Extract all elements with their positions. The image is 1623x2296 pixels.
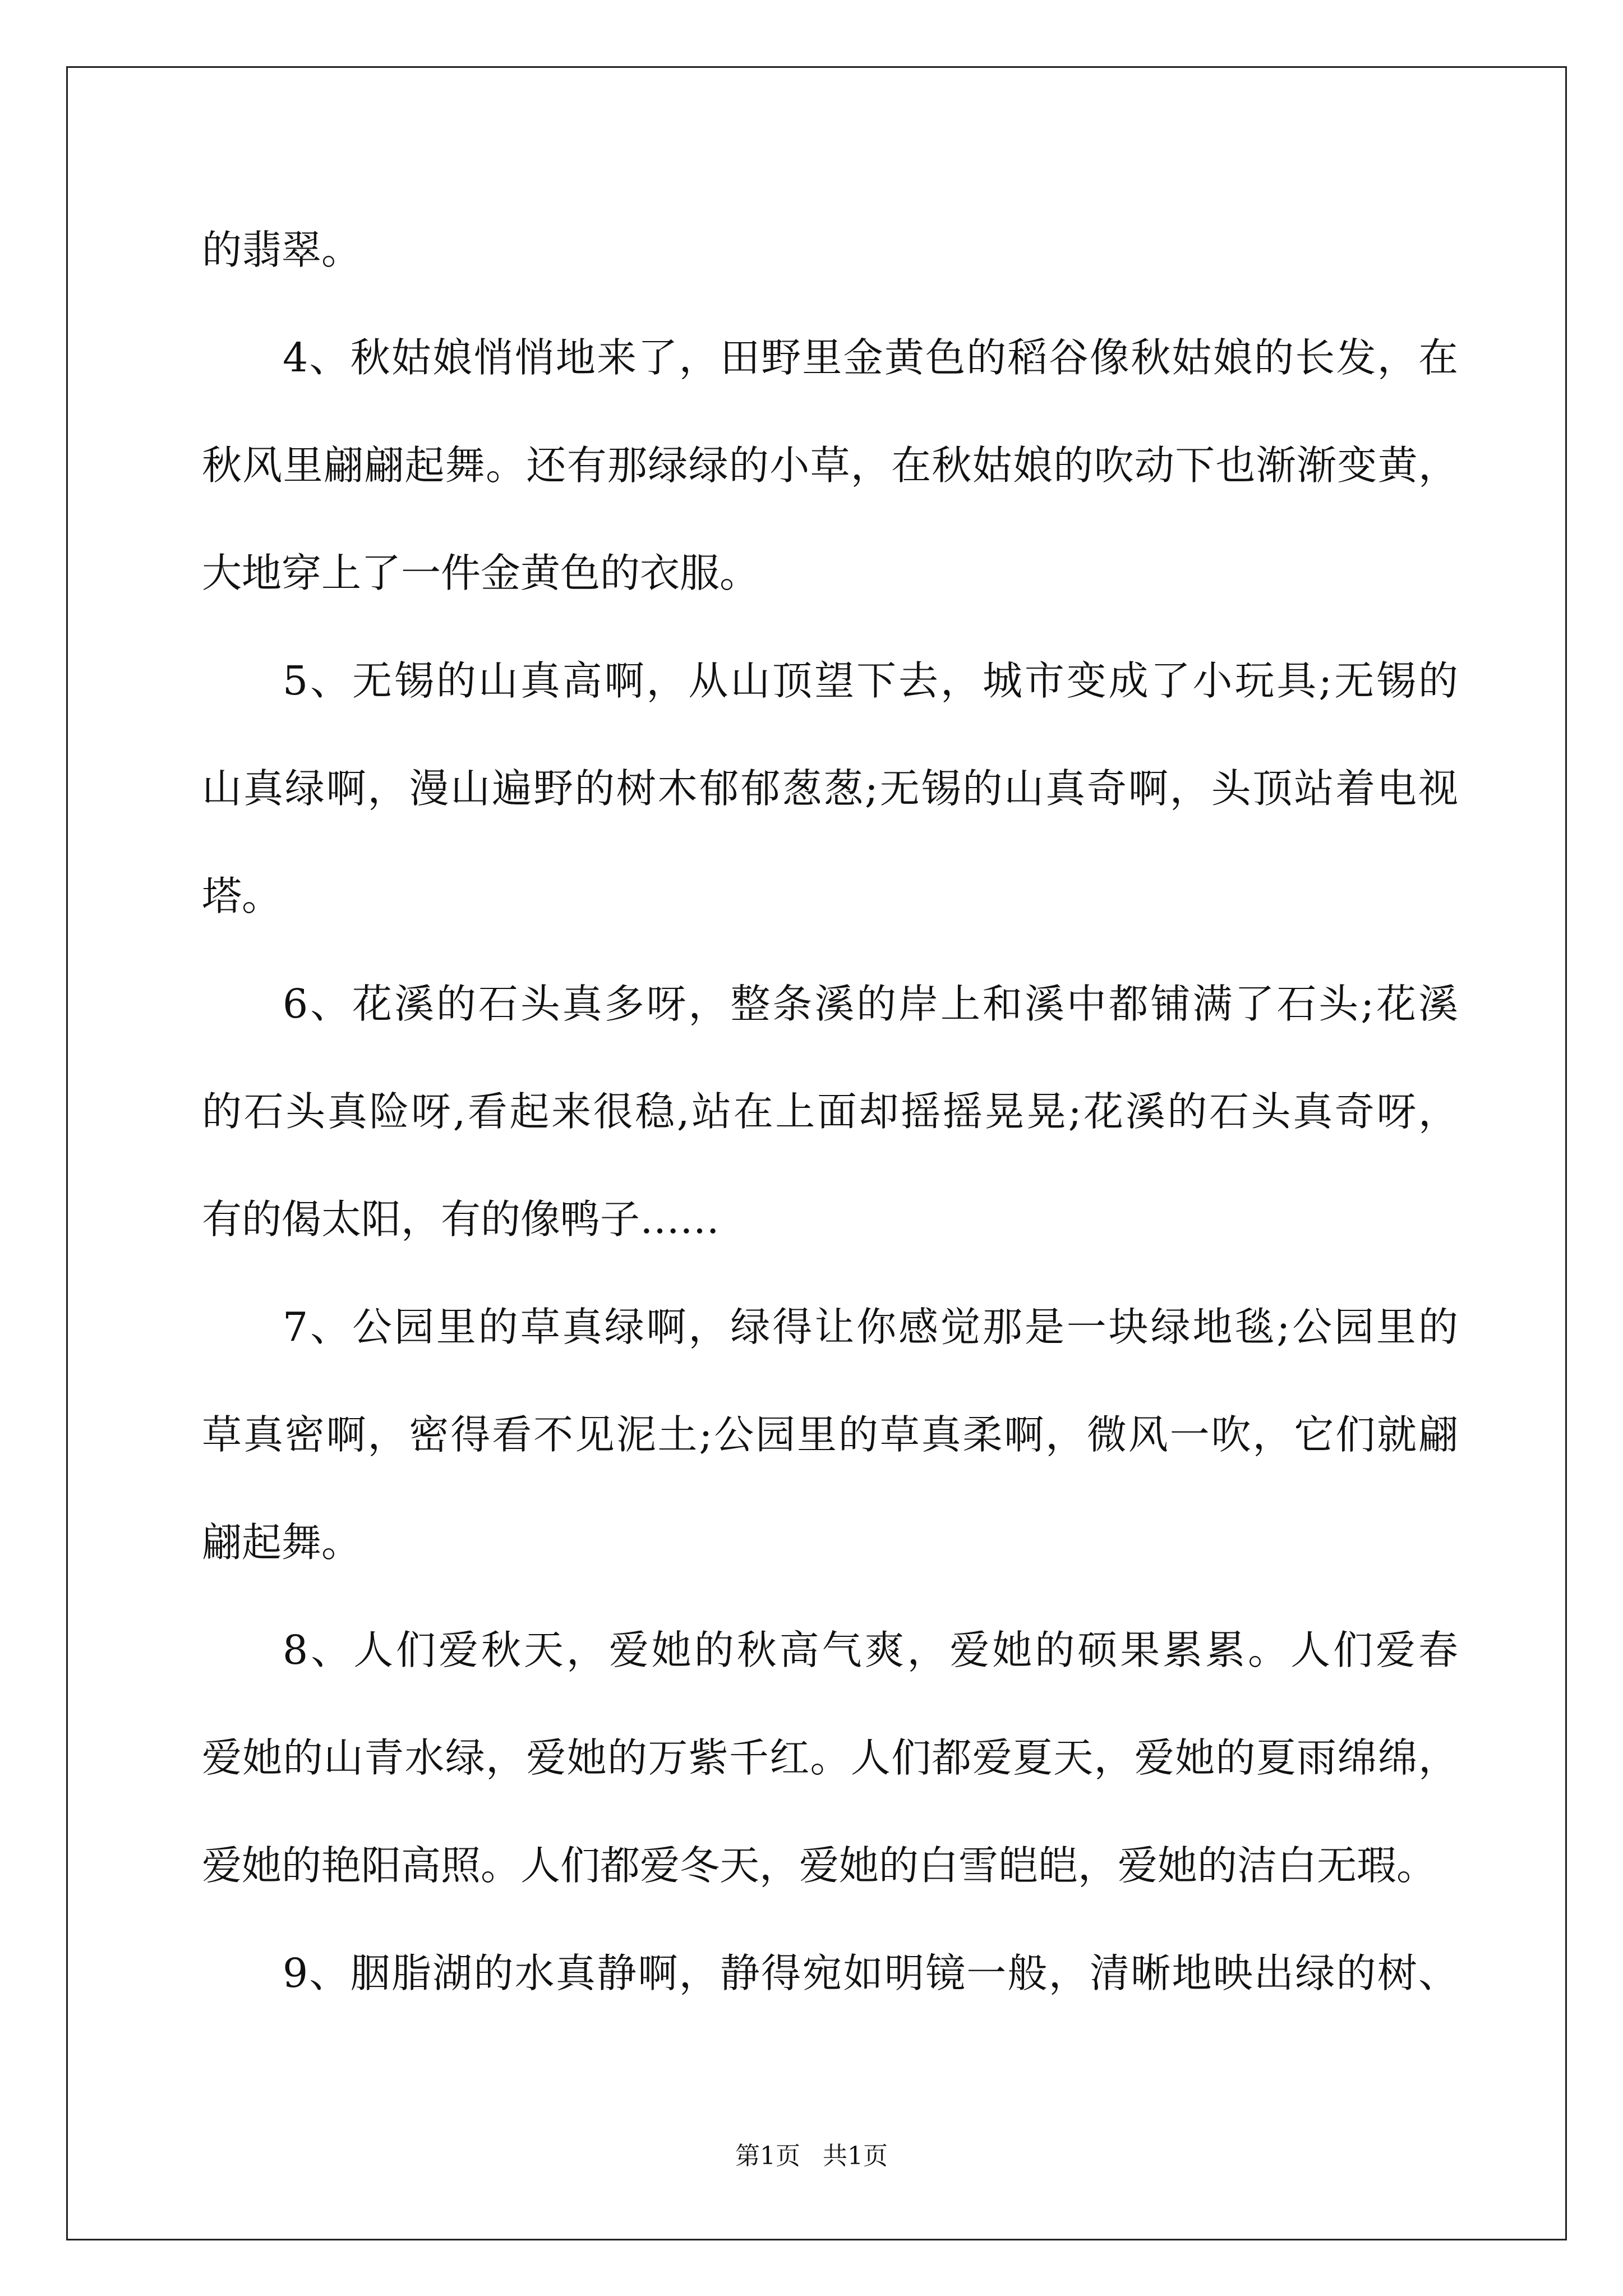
text-line: 7、公园里的草真绿啊，绿得让你感觉那是一块绿地毯;公园里的 xyxy=(283,1304,1458,1350)
text-line: 山真绿啊，漫山遍野的树木郁郁葱葱;无锡的山真奇啊，头顶站着电视 xyxy=(202,765,1458,812)
paragraph-item-5 xyxy=(202,627,1458,950)
document-body xyxy=(202,196,1458,2027)
text-line: 4、秋姑娘悄悄地来了，田野里金黄色的稻谷像秋姑娘的长发，在 xyxy=(283,334,1458,381)
text-line: 大地穿上了一件金黄色的衣服。 xyxy=(202,550,760,596)
page-number: 第1页 xyxy=(735,2142,800,2170)
paragraph-continuation xyxy=(202,196,1458,304)
text-line: 塔。 xyxy=(202,873,282,919)
text-line: 的石头真险呀,看起来很稳,站在上面却摇摇晃晃;花溪的石头真奇呀， xyxy=(202,1088,1458,1135)
paragraph-item-7 xyxy=(202,1273,1458,1596)
text-line: 5、无锡的山真高啊，从山顶望下去，城市变成了小玩具;无锡的 xyxy=(283,657,1458,704)
paragraph-item-6 xyxy=(202,950,1458,1273)
page-footer xyxy=(0,2139,1623,2173)
paragraph-item-4 xyxy=(202,304,1458,627)
text-line: 有的偈太阳，有的像鸭子…… xyxy=(202,1196,720,1243)
text-line: 8、人们爱秋天，爱她的秋高气爽，爱她的硕果累累。人们爱春 xyxy=(283,1627,1458,1673)
text-line: 爱她的艳阳高照。人们都爱冬天，爱她的白雪皑皑，爱她的洁白无瑕。 xyxy=(202,1842,1437,1889)
text-line: 爱她的山青水绿，爱她的万紫千红。人们都爱夏天，爱她的夏雨绵绵， xyxy=(202,1734,1458,1781)
text-line: 草真密啊，密得看不见泥土;公园里的草真柔啊，微风一吹，它们就翩 xyxy=(202,1411,1458,1458)
text-line: 秋风里翩翩起舞。还有那绿绿的小草，在秋姑娘的吹动下也渐渐变黄， xyxy=(202,442,1458,489)
text-line: 6、花溪的石头真多呀，整条溪的岸上和溪中都铺满了石头;花溪 xyxy=(283,981,1458,1027)
paragraph-item-9 xyxy=(202,1920,1458,2027)
text-line: 9、胭脂湖的水真静啊，静得宛如明镜一般，清晰地映出绿的树、 xyxy=(283,1950,1458,1996)
page-total: 共1页 xyxy=(823,2142,888,2170)
text-line: 翩起舞。 xyxy=(202,1519,362,1566)
text-line: 的翡翠。 xyxy=(202,227,362,273)
paragraph-item-8 xyxy=(202,1596,1458,1920)
